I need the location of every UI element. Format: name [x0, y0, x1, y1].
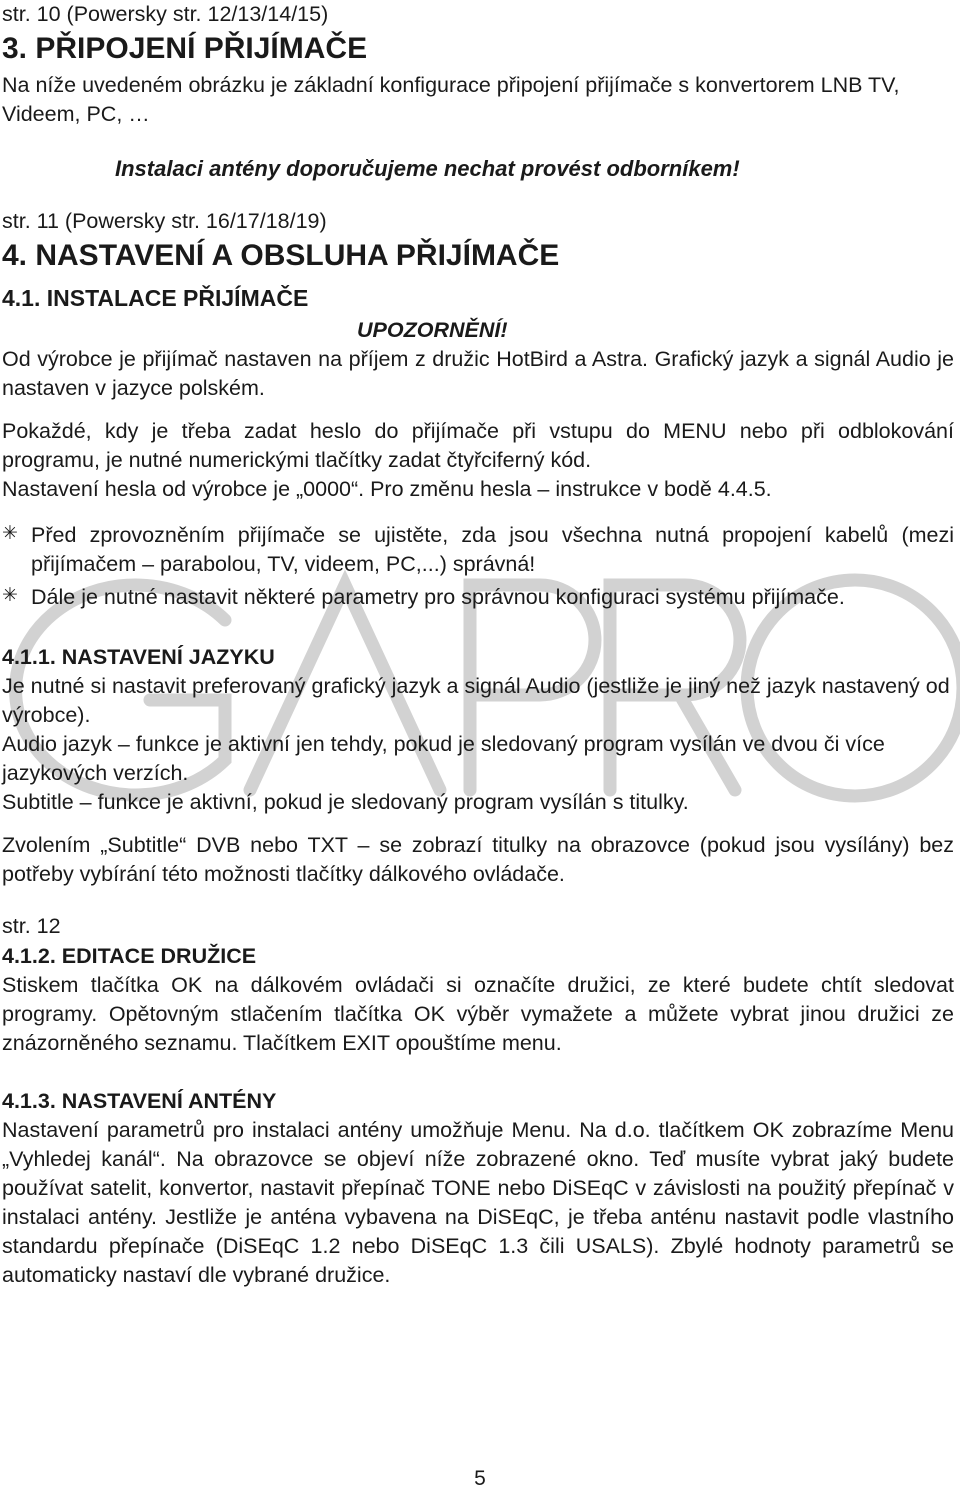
- password-paragraph: Pokaždé, kdy je třeba zadat heslo do přijímače při vstupu do MENU nebo při odblokování programu, je nutné numerickými tlačítky zadat čtyřciferný kód.: [2, 419, 954, 472]
- satellite-paragraph: Stiskem tlačítka OK na dálkovém ovládači si označíte družici, ze které budete chtít sledovat programy. Opětovným stlačením tlačítka OK výběr vymažete a můžete vybrat jinou družici ze znázorněného seznamu. Tlačítkem EXIT opouštíme menu.: [2, 973, 954, 1055]
- antenna-paragraph: Nastavení parametrů pro instalaci antény umožňuje Menu. Na d.o. tlačítkem OK zobrazíme Menu „Vyhledej kanál“. Na obrazovce se objeví níže zobrazené okno. Teď musíte vybrat jaký budete používat satelit, konvertor, nastavit přepínač TONE nebo DiSEqC v závislosti na použitý přepínač v instalaci antény. Jestliže je anténa vybavena na DiSEqC, je třeba anténu nastavit podle vlastního standardu přepínače (DiSEqC 1.2 nebo DiSEqC 1.3 čili USALS). Zbylé hodnoty parametrů se automaticky nastaví dle vybrané družice.: [2, 1118, 954, 1287]
- page-reference: str. 11 (Powersky str. 16/17/18/19): [2, 209, 327, 233]
- installation-note: Instalaci antény doporučujeme nechat provést odborníkem!: [115, 156, 740, 181]
- list-item: ✳ Před zprovozněním přijímače se ujistěte, zda jsou všechna nutná propojení kabelů (mezi přijímačem – parabolou, TV, videem, PC,...) správná!: [2, 523, 954, 576]
- subsection-title: 4.1.3. NASTAVENÍ ANTÉNY: [2, 1089, 277, 1113]
- page-number: 5: [474, 1467, 486, 1490]
- audio-paragraph: Audio jazyk – funkce je aktivní jen tehdy, pokud je sledovaný program vysílán ve dvou či více jazykových verzích.: [2, 732, 885, 785]
- subtitle-choice-paragraph: Zvolením „Subtitle“ DVB nebo TXT – se zobrazí titulky na obrazovce (pokud jsou vysílány) bez potřeby vybírání této možnosti tlačítky dálkového ovládače.: [2, 833, 954, 886]
- subtitle-paragraph: Subtitle – funkce je aktivní, pokud je sledovaný program vysílán s titulky.: [2, 790, 689, 814]
- warning-heading: UPOZORNĚNÍ!: [357, 318, 508, 342]
- page-reference: str. 12: [2, 914, 61, 938]
- section-title: 3. PŘIPOJENÍ PŘIJÍMAČE: [2, 32, 368, 65]
- asterisk-icon: ✳: [2, 585, 18, 606]
- document-page: [2, 0, 954, 1290]
- intro-paragraph: Na níže uvedeném obrázku je základní konfigurace připojení přijímače s konvertorem LNB TV, Videem, PC, …: [2, 73, 900, 126]
- subsection-title: 4.1. INSTALACE PŘIJÍMAČE: [2, 285, 309, 311]
- warning-text: Od výrobce je přijímač nastaven na příjem z družic HotBird a Astra. Grafický jazyk a signál Audio je nastaven v jazyce polském.: [2, 347, 954, 400]
- page-reference: str. 10 (Powersky str. 12/13/14/15): [2, 2, 329, 26]
- list-item: ✳ Dále je nutné nastavit některé parametry pro správnou konfiguraci systému přijímače.: [2, 585, 845, 609]
- subsection-title: 4.1.2. EDITACE DRUŽICE: [2, 944, 257, 968]
- password-default: Nastavení hesla od výrobce je „0000“. Pro změnu hesla – instrukce v bodě 4.4.5.: [2, 477, 772, 501]
- subsection-title: 4.1.1. NASTAVENÍ JAZYKU: [2, 645, 275, 669]
- asterisk-icon: ✳: [2, 523, 18, 544]
- language-paragraph: Je nutné si nastavit preferovaný grafický jazyk a signál Audio (jestliže je jiný než jazyk nastavený od výrobce).: [2, 674, 950, 727]
- section-title: 4. NASTAVENÍ A OBSLUHA PŘIJÍMAČE: [2, 239, 560, 272]
